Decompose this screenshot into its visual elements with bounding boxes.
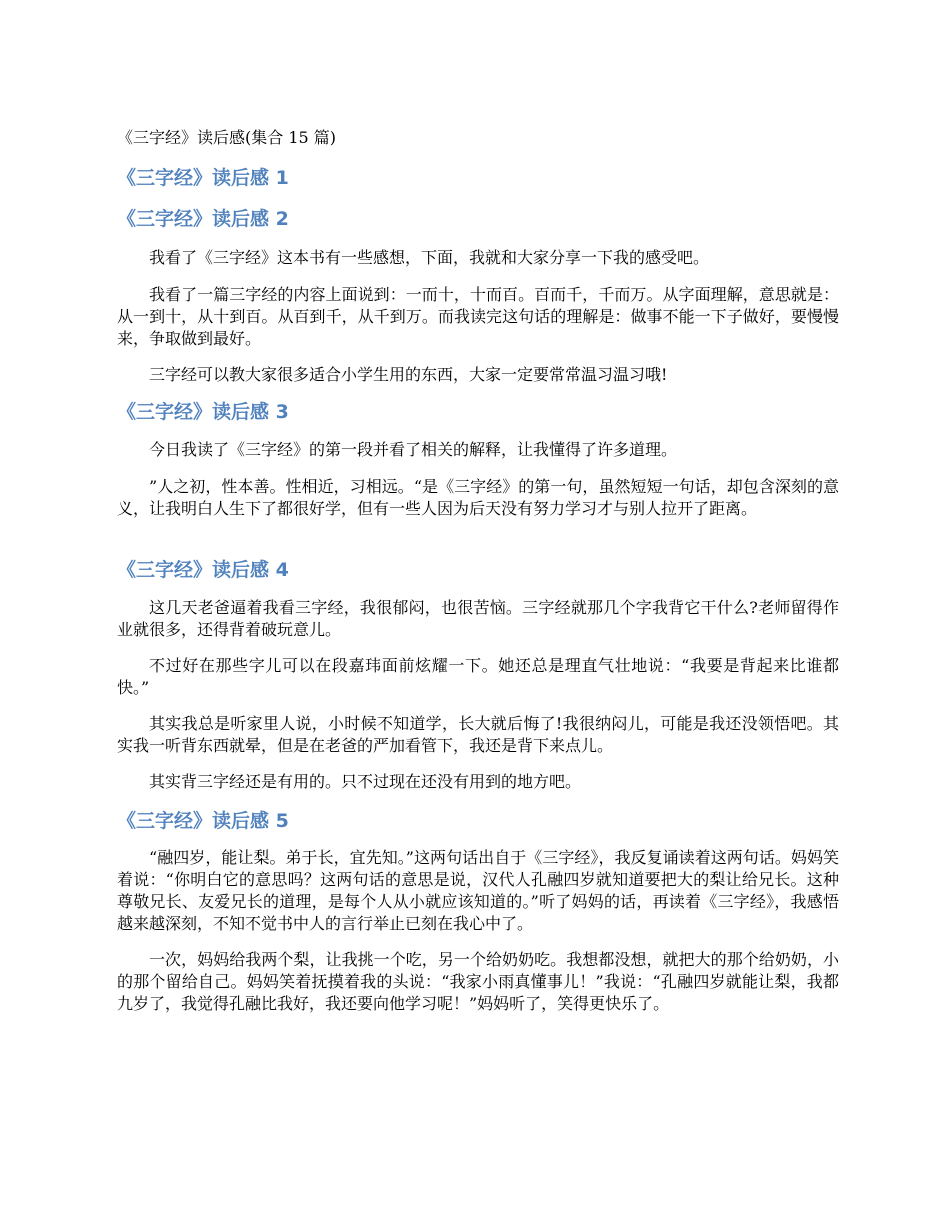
- document-title: 《三字经》读后感(集合 15 篇): [117, 128, 337, 147]
- paragraph: 不过好在那些字儿可以在段嘉玮面前炫耀一下。她还总是理直气壮地说：“我要是背起来比谁都快。”: [117, 656, 839, 697]
- paragraph: 其实我总是听家里人说，小时候不知道学，长大就后悔了!我很纳闷儿，可能是我还没领悟吧。其实我一听背东西就晕，但是在老爸的严加看管下，我还是背下来点儿。: [117, 714, 839, 755]
- paragraph: “融四岁，能让梨。弟于长，宜先知。”这两句话出自于《三字经》，我反复诵读着这两句话。妈妈笑着说：“你明白它的意思吗？这两句话的意思是说，汉代人孔融四岁就知道要把大的梨让给兄长。这种尊敬兄长、友爱兄长的道理，是每个人从小就应该知道的。”听了妈妈的话，再读着《三字经》，我感悟越来越深刻，不知不觉书中人的言行举止已刻在我心中了。: [117, 848, 839, 933]
- section-heading: 《三字经》读后感 4: [117, 559, 289, 581]
- paragraph: 我看了《三字经》这本书有一些感想，下面，我就和大家分享一下我的感受吧。: [149, 248, 710, 267]
- section-1: [117, 165, 839, 191]
- section-4: [117, 557, 839, 793]
- paragraph: ”人之初，性本善。性相近，习相远。“是《三字经》的第一句，虽然短短一句话，却包含深刻的意义，让我明白人生下了都很好学，但有一些人因为后天没有努力学习才与别人拉开了距离。: [117, 477, 839, 518]
- section-heading: 《三字经》读后感 5: [117, 810, 289, 832]
- paragraph: 其实背三字经还是有用的。只不过现在还没有用到的地方吧。: [149, 772, 582, 791]
- section-heading: 《三字经》读后感 3: [117, 401, 289, 423]
- paragraph: 今日我读了《三字经》的第一段并看了相关的解释，让我懂得了许多道理。: [149, 440, 678, 459]
- paragraph: 这几天老爸逼着我看三字经，我很郁闷，也很苦恼。三字经就那几个字我背它干什么?老师留得作业就很多，还得背着破玩意儿。: [117, 598, 839, 639]
- section-heading: 《三字经》读后感 2: [117, 208, 289, 230]
- section-5: [117, 808, 839, 1015]
- paragraph: 三字经可以教大家很多适合小学生用的东西，大家一定要常常温习温习哦!: [149, 365, 668, 384]
- paragraph: 我看了一篇三字经的内容上面说到：一而十，十而百。百而千，千而万。从字面理解，意思就是：从一到十，从十到百。从百到千，从千到万。而我读完这句话的理解是：做事不能一下子做好，要慢慢来，争取做到最好。: [117, 285, 839, 348]
- section-3: [117, 399, 839, 520]
- section-heading: 《三字经》读后感 1: [117, 167, 289, 189]
- paragraph: 一次，妈妈给我两个梨，让我挑一个吃，另一个给奶奶吃。我想都没想，就把大的那个给奶奶，小的那个留给自己。妈妈笑着抚摸着我的头说：“我家小雨真懂事儿！”我说：“孔融四岁就能让梨，我都九岁了，我觉得孔融比我好，我还要向他学习呢！”妈妈听了，笑得更快乐了。: [117, 950, 839, 1013]
- section-2: [117, 206, 839, 386]
